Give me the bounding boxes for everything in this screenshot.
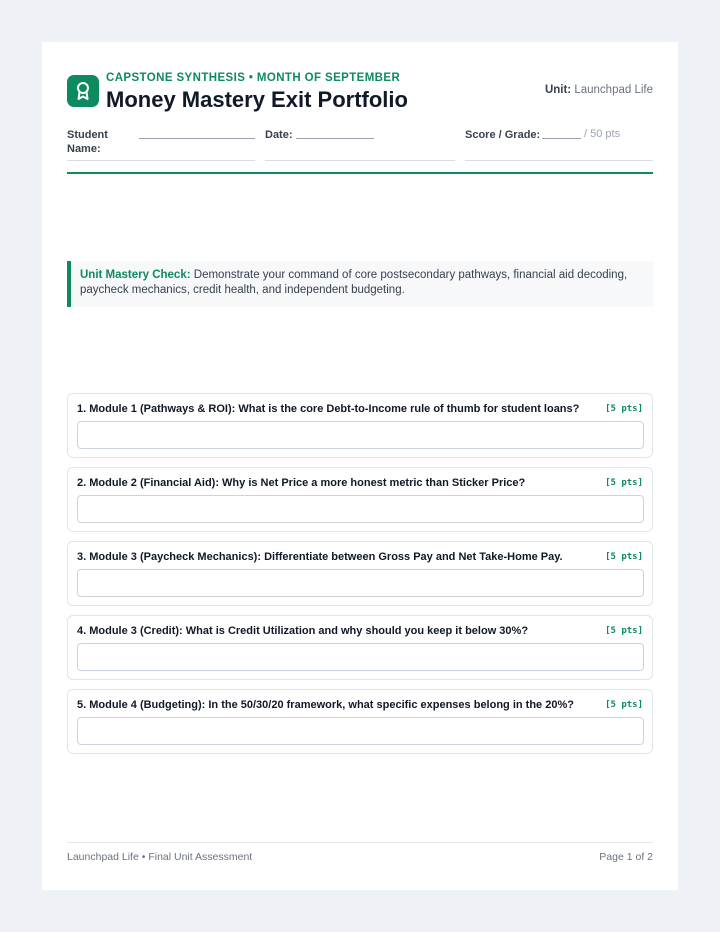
question-points: [5 pts] [605, 478, 643, 488]
footer-course-label: Launchpad Life • Final Unit Assessment [67, 851, 253, 863]
unit-label-value: Launchpad Life [574, 84, 653, 96]
page-footer [67, 842, 653, 872]
student-name-label: Student Name: [67, 129, 108, 155]
question-points: [5 pts] [605, 700, 643, 710]
callout-text: Demonstrate your command of core postsecondary pathways, financial aid decoding, paycheck mechanics, credit health, and independent budgeting. [80, 269, 628, 296]
answer-input[interactable] [77, 643, 644, 671]
question-card [67, 615, 653, 680]
footer-page-number: Page 1 of 2 [599, 851, 653, 863]
mastery-check-callout [67, 261, 653, 307]
student-name-field[interactable] [67, 128, 255, 161]
page-title: Money Mastery Exit Portfolio [106, 87, 408, 112]
student-info-fields [67, 128, 653, 174]
question-list [67, 393, 653, 763]
question-points: [5 pts] [605, 552, 643, 562]
question-text: 2. Module 2 (Financial Aid): Why is Net Price a more honest metric than Sticker Price? [77, 477, 526, 489]
question-card [67, 393, 653, 458]
answer-input[interactable] [77, 717, 644, 745]
question-text: 5. Module 4 (Budgeting): In the 50/30/20 framework, what specific expenses belong in the 20%? [77, 699, 574, 711]
answer-input[interactable] [77, 569, 644, 597]
award-ribbon-icon [67, 75, 99, 107]
question-text: 1. Module 1 (Pathways & ROI): What is the core Debt-to-Income rule of thumb for student loans? [77, 403, 580, 415]
question-text: 3. Module 3 (Paycheck Mechanics): Differentiate between Gross Pay and Net Take-Home Pay. [77, 551, 563, 563]
score-total: / 50 pts [584, 128, 621, 140]
answer-input[interactable] [77, 495, 644, 523]
question-points: [5 pts] [605, 626, 643, 636]
worksheet-page [42, 42, 678, 890]
unit-label [545, 84, 653, 96]
question-points: [5 pts] [605, 404, 643, 414]
worksheet-header [67, 42, 653, 120]
eyebrow-label: CAPSTONE SYNTHESIS • MONTH OF SEPTEMBER [106, 72, 401, 84]
unit-label-key: Unit: [544, 84, 572, 96]
callout-label: Unit Mastery Check: [80, 269, 191, 281]
question-text: 4. Module 3 (Credit): What is Credit Utilization and why should you keep it below 30%? [77, 625, 529, 637]
date-field[interactable] [265, 128, 455, 161]
question-card [67, 689, 653, 754]
question-card [67, 541, 653, 606]
date-label: Date: [265, 129, 293, 141]
score-blank[interactable] [542, 128, 581, 139]
score-label: Score / Grade: [465, 129, 541, 141]
answer-input[interactable] [77, 421, 644, 449]
student-name-blank[interactable] [139, 128, 255, 139]
score-field[interactable] [465, 128, 653, 161]
question-card [67, 467, 653, 532]
date-blank[interactable] [296, 128, 374, 139]
